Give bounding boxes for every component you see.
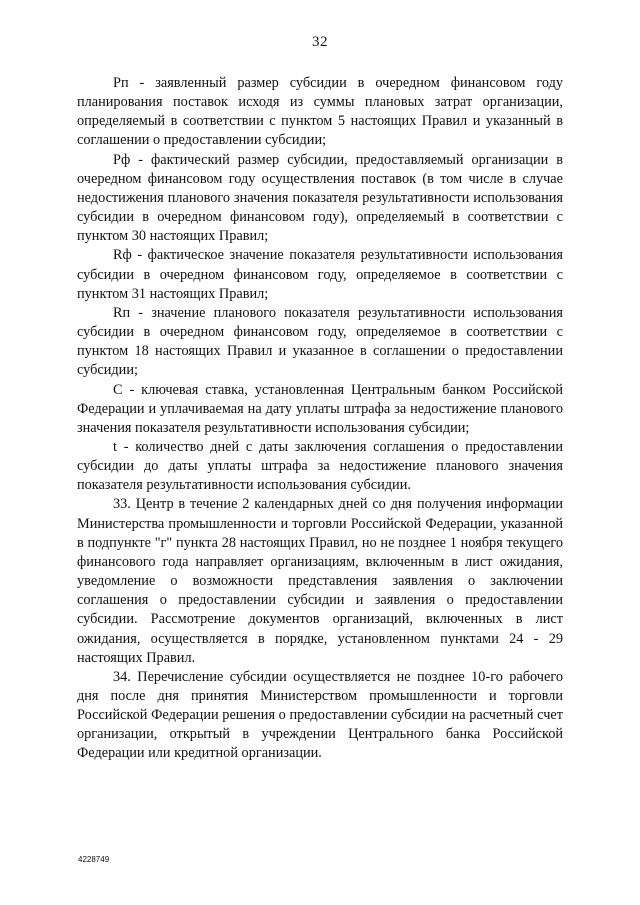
- document-id: 4228749: [78, 855, 110, 864]
- paragraph: С - ключевая ставка, установленная Центральным банком Российской Федерации и уплачиваемая на дату уплаты штрафа за недостижение планового значения показателя результативности использования субсидии;: [77, 381, 563, 436]
- paragraph: Рп - заявленный размер субсидии в очередном финансовом году планирования поставок исходя из суммы плановых затрат организации, определяемый в соответствии с пунктом 5 настоящих Правил и указанный в соглашении о предоставлении субсидии;: [77, 75, 563, 149]
- paragraph: Рф - фактический размер субсидии, предоставляемый организации в очередном финансовом году осуществления поставок (в том числе в случае недостижения планового значения показателя результативности использования субсидии в очередном финансовом году), определяемый в соответствии с пунктом 30 настоящих Правил;: [77, 151, 563, 245]
- paragraph: t - количество дней с даты заключения соглашения о предоставлении субсидии до даты уплаты штрафа за недостижение планового значения показателя результативности использования субсидии.: [77, 438, 563, 494]
- page-number: 32: [312, 34, 328, 50]
- paragraph: 34. Перечисление субсидии осуществляется не позднее 10-го рабочего дня после дня принятия Министерством промышленности и торговли Российской Федерации решения о предоставлении субсидии на расчетный счет организации, открытый в учреждении Центрального банка Российской Федерации или кредитной организации.: [77, 668, 563, 762]
- paragraph: Rф - фактическое значение показателя результативности использования субсидии в очередном финансовом году, определяемое в соответствии с пунктом 31 настоящих Правил;: [77, 247, 563, 302]
- paragraph: Rп - значение планового показателя результативности использования субсидии в очередном финансовом году, определяемое в соответствии с пунктом 18 настоящих Правил и указанное в соглашении о предоставлении субсидии;: [77, 304, 563, 379]
- paragraph: 33. Центр в течение 2 календарных дней со дня получения информации Министерства промышленности и торговли Российской Федерации, указанной в подпункте "г" пункта 28 настоящих Правил, но не позднее 1 ноября текущего финансового года направляет организациям, включенным в лист ожидания, уведомление о возможности представления заявления о заключении соглашения о предоставлении субсидии и заявления о предоставлении субсидии. Рассмотрение документов организаций, включенных в лист ожидания, осуществляется в порядке, установленном пунктами 24 - 29 настоящих Правил.: [77, 496, 563, 666]
- document-body: [77, 74, 563, 764]
